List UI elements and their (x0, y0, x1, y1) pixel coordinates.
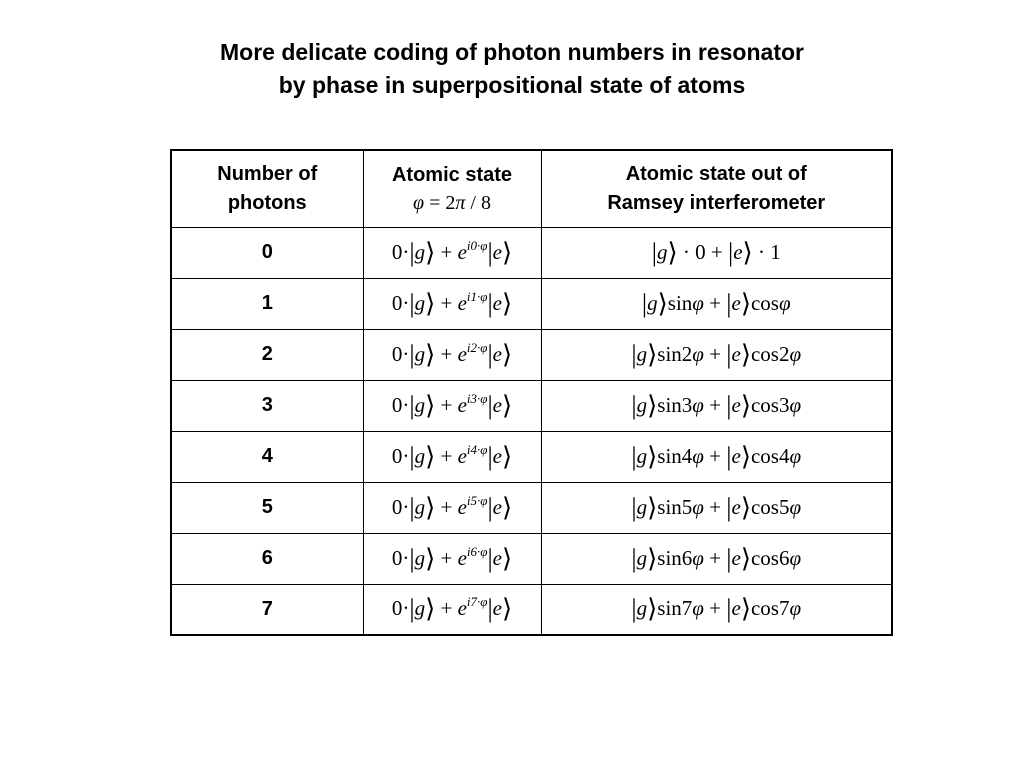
photon-number-cell: 0 (171, 227, 363, 278)
atomic-state-cell (363, 278, 541, 329)
atomic-state-cell (363, 431, 541, 482)
header-col2-formula: φ = 2π / 8 (413, 192, 491, 215)
table-row (171, 431, 892, 482)
table-row (171, 380, 892, 431)
header-atomic-state (363, 150, 541, 227)
photon-number-cell: 5 (171, 482, 363, 533)
ramsey-output-formula: |g⟩ · 0 + |e⟩ · 1 (651, 237, 781, 267)
table-row (171, 533, 892, 584)
ramsey-output-cell (541, 584, 892, 635)
atomic-state-cell (363, 227, 541, 278)
table-header-row (171, 150, 892, 227)
ramsey-output-formula: |g⟩sin2φ + |e⟩cos2φ (631, 339, 802, 369)
ramsey-output-cell (541, 329, 892, 380)
ramsey-output-cell (541, 431, 892, 482)
ramsey-output-cell (541, 227, 892, 278)
atomic-state-formula: 0·|g⟩ + $e^{i3\cdot\varphi}|e⟩$ (391, 390, 513, 420)
table-row (171, 329, 892, 380)
header-atomic-state-out (541, 150, 892, 227)
atomic-state-formula: 0·|g⟩ + $e^{i7\cdot\varphi}|e⟩$ (391, 594, 513, 624)
slide-title (0, 36, 1024, 102)
ramsey-output-cell (541, 533, 892, 584)
atomic-state-cell (363, 482, 541, 533)
atomic-state-cell (363, 380, 541, 431)
table-row (171, 227, 892, 278)
header-col2-line1: Atomic state (391, 164, 513, 187)
ramsey-output-cell (541, 482, 892, 533)
table-body (171, 227, 892, 635)
photon-number-cell: 4 (171, 431, 363, 482)
atomic-state-formula: 0·|g⟩ + $e^{i4\cdot\varphi}|e⟩$ (391, 441, 513, 471)
atomic-state-cell (363, 533, 541, 584)
photon-number-cell: 2 (171, 329, 363, 380)
photon-number-cell: 3 (171, 380, 363, 431)
atomic-state-formula: 0·|g⟩ + $e^{i6\cdot\varphi}|e⟩$ (391, 543, 513, 573)
ramsey-output-formula: |g⟩sin4φ + |e⟩cos4φ (631, 441, 802, 471)
header-col1-line1: Number of (217, 162, 318, 185)
table-row (171, 584, 892, 635)
atomic-state-formula: 0·|g⟩ + $e^{i0\cdot\varphi}|e⟩$ (391, 237, 513, 267)
photon-coding-table (170, 149, 893, 636)
ramsey-output-formula: |g⟩sin3φ + |e⟩cos3φ (631, 390, 802, 420)
atomic-state-formula: 0·|g⟩ + $e^{i2\cdot\varphi}|e⟩$ (391, 339, 513, 369)
photon-number-cell: 1 (171, 278, 363, 329)
atomic-state-cell (363, 329, 541, 380)
atomic-state-formula: 0·|g⟩ + $e^{i1\cdot\varphi}|e⟩$ (391, 288, 513, 318)
header-col3-line1: Atomic state out of (625, 162, 807, 185)
ramsey-output-cell (541, 380, 892, 431)
header-col3-line2: Ramsey interferometer (607, 191, 826, 214)
header-col1-line2: photons (227, 191, 307, 214)
atomic-state-formula: 0·|g⟩ + $e^{i5\cdot\varphi}|e⟩$ (391, 492, 513, 522)
table-row (171, 482, 892, 533)
photon-number-cell: 6 (171, 533, 363, 584)
atomic-state-cell (363, 584, 541, 635)
ramsey-output-formula: |g⟩sin5φ + |e⟩cos5φ (631, 492, 802, 522)
ramsey-output-formula: |g⟩sin7φ + |e⟩cos7φ (631, 594, 802, 624)
photon-number-cell: 7 (171, 584, 363, 635)
header-number-of-photons (171, 150, 363, 227)
table-row (171, 278, 892, 329)
title-line-1: More delicate coding of photon numbers in resonator (220, 39, 804, 65)
title-line-2: by phase in superpositional state of atoms (278, 72, 746, 98)
ramsey-output-formula: |g⟩sinφ + |e⟩cosφ (641, 288, 791, 318)
ramsey-output-cell (541, 278, 892, 329)
ramsey-output-formula: |g⟩sin6φ + |e⟩cos6φ (631, 543, 802, 573)
